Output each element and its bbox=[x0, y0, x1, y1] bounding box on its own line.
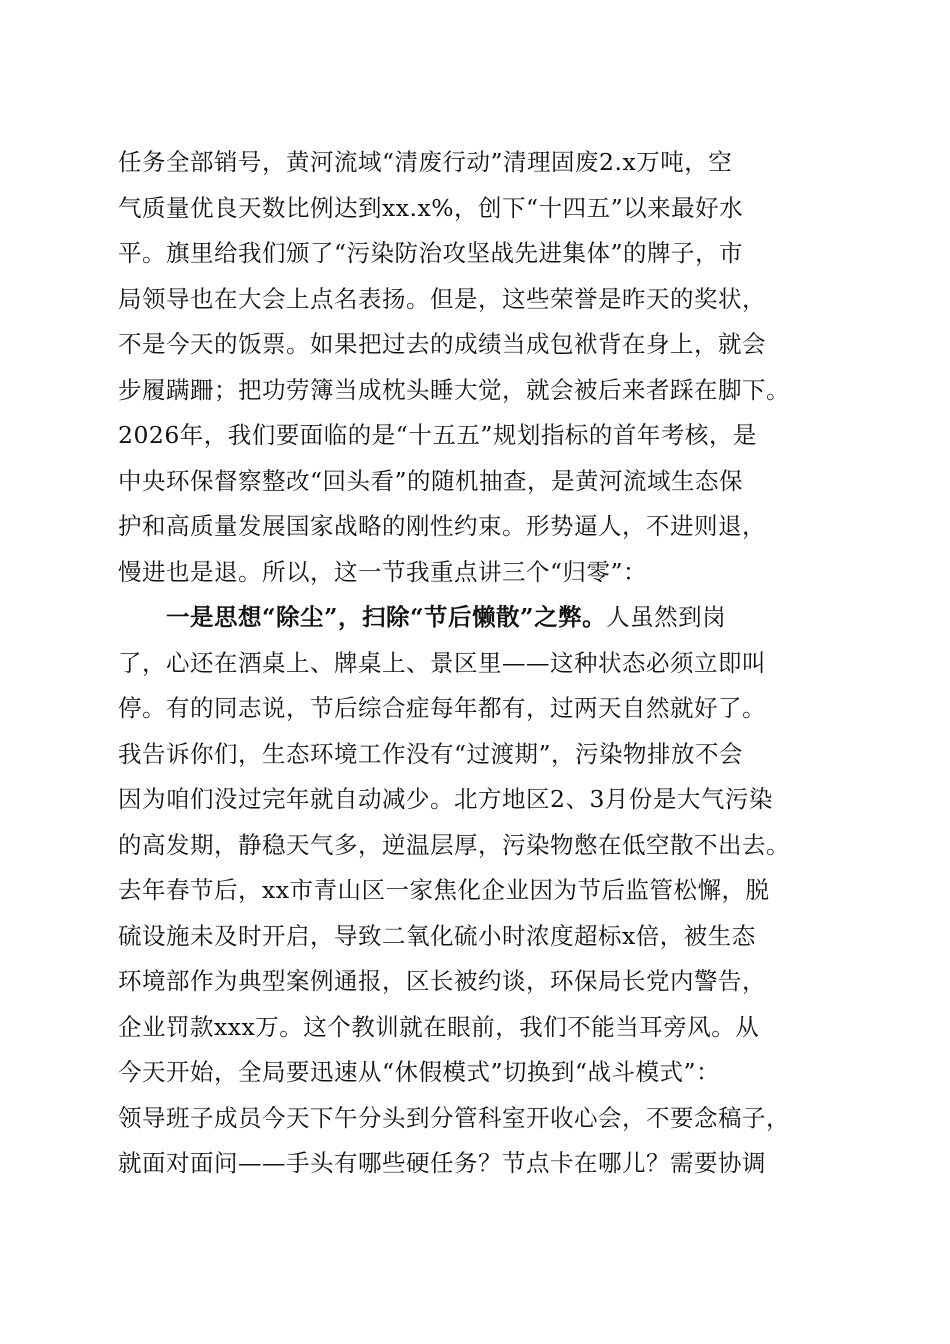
paragraph-line: 今天开始，全局要迅速从“休假模式”切换到“战斗模式”： bbox=[118, 1058, 721, 1086]
paragraph-line: 停。有的同志说，节后综合症每年都有，过两天自然就好了。 bbox=[118, 694, 766, 722]
point-one-heading: 一是思想“除尘”，扫除“节后懒散”之弊。 bbox=[166, 603, 607, 631]
paragraph-line: 了，心还在酒桌上、牌桌上、景区里——这种状态必须立即叫 bbox=[118, 648, 766, 677]
paragraph-line: 不是今天的饭票。如果把过去的成绩当成包袱背在身上，就会 bbox=[118, 330, 766, 358]
paragraph-line: 步履蹒跚；把功劳簿当成枕头睡大觉，就会被后来者踩在脚下。 bbox=[118, 375, 790, 404]
paragraph-line: 中央环保督察整改“回头看”的随机抽查，是黄河流域生态保 bbox=[118, 466, 744, 495]
paragraph-line: 护和高质量发展国家战略的刚性约束。形势逼人，不进则退， bbox=[118, 512, 766, 540]
paragraph-line: 2026年，我们要面临的是“十五五”规划指标的首年考核，是 bbox=[118, 421, 757, 449]
paragraph-line: 因为咱们没过完年就自动减少。北方地区2、3月份是大气污染 bbox=[118, 785, 773, 813]
body-text bbox=[118, 140, 838, 1187]
paragraph-line: 去年春节后，xx市青山区一家焦化企业因为节后监管松懈，脱 bbox=[118, 876, 770, 904]
paragraph-line: 硫设施未及时开启，导致二氧化硫小时浓度超标x倍，被生态 bbox=[118, 921, 756, 950]
paragraph-line: 局领导也在大会上点名表扬。但是，这些荣誉是昨天的奖状， bbox=[118, 284, 766, 313]
paragraph-line: 的高发期，静稳天气多，逆温层厚，污染物憋在低空散不出去。 bbox=[118, 830, 790, 859]
point-one-lead-text: 人虽然到岗 bbox=[606, 603, 727, 631]
paragraph-line: 企业罚款xxx万。这个教训就在眼前，我们不能当耳旁风。从 bbox=[118, 1012, 760, 1041]
paragraph-line: 就面对面问——手头有哪些硬任务？节点卡在哪儿？需要协调 bbox=[118, 1149, 766, 1177]
paragraph-line: 领导班子成员今天下午分头到分管科室开收心会，不要念稿子， bbox=[118, 1103, 790, 1132]
paragraph-line: 我告诉你们，生态环境工作没有“过渡期”，污染物排放不会 bbox=[118, 739, 744, 768]
paragraph-line: 环境部作为典型案例通报，区长被约谈，环保局长党内警告， bbox=[118, 967, 766, 995]
paragraph-line: 任务全部销号，黄河流域“清废行动”清理固废2.x万吨，空 bbox=[118, 148, 733, 176]
paragraph-line: 平。旗里给我们颁了“污染防治攻坚战先进集体”的牌子，市 bbox=[118, 239, 744, 267]
paragraph-line: 慢进也是退。所以，这一节我重点讲三个“归零”： bbox=[118, 557, 648, 586]
paragraph-line: 气质量优良天数比例达到xx.x%，创下“十四五”以来最好水 bbox=[118, 193, 744, 222]
point-one-first-line bbox=[118, 595, 838, 641]
